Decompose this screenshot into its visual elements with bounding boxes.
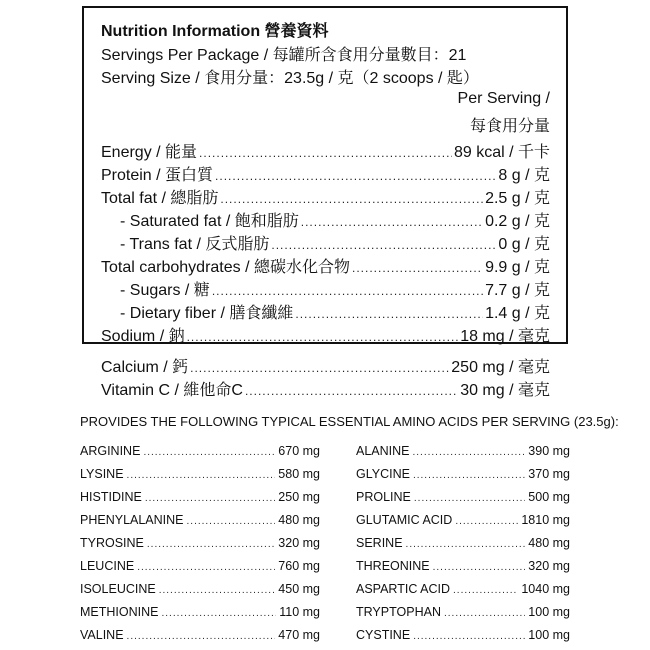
amino-row: [80, 444, 320, 464]
leader-dots: [137, 562, 275, 573]
amino-amount: 480 mg: [278, 513, 320, 527]
amino-row: [356, 582, 570, 602]
nutrient-value: 1.4 g / 克: [485, 305, 550, 322]
amino-name: THREONINE: [356, 559, 430, 573]
leader-dots: [187, 516, 276, 527]
amino-amount: 580 mg: [278, 467, 320, 481]
leader-dots: [301, 215, 483, 229]
leader-dots: [127, 631, 276, 642]
amino-row: [80, 513, 320, 533]
amino-row: [356, 605, 570, 625]
amino-row: [80, 628, 320, 648]
nutrient-value: 18 mg / 毫克: [460, 328, 550, 345]
nutrient-value: 0 g / 克: [498, 236, 550, 253]
amino-name: ISOLEUCINE: [80, 582, 156, 596]
nutrient-row-total-carbohydrates: [101, 254, 550, 276]
nutrient-value: 2.5 g / 克: [485, 190, 550, 207]
leader-dots: [127, 470, 276, 481]
mineral-row-vitamin-c: [101, 377, 550, 399]
amino-row: [356, 536, 570, 556]
amino-row: [80, 536, 320, 556]
amino-amount: 320 mg: [278, 536, 320, 550]
nutrient-label: Energy / 能量: [101, 144, 198, 161]
mineral-value: 30 mg / 毫克: [460, 382, 550, 399]
amino-row: [80, 490, 320, 510]
per-serving-heading-en: Per Serving /: [457, 90, 550, 107]
amino-name: LYSINE: [80, 467, 124, 481]
amino-amount: 500 mg: [528, 490, 570, 504]
nutrient-row-dietary-fiber: [120, 300, 550, 322]
nutrient-row-saturated-fat: [120, 208, 550, 230]
amino-row: [356, 444, 570, 464]
amino-name: GLYCINE: [356, 467, 410, 481]
serving-size: Serving Size / 食用分量：23.5g / 克（2 scoops / 匙）: [101, 70, 479, 87]
leader-dots: [199, 146, 452, 160]
amino-amount: 1810 mg: [521, 513, 570, 527]
leader-dots: [147, 539, 275, 550]
nutrient-label: Protein / 蛋白質: [101, 167, 214, 184]
amino-name: PROLINE: [356, 490, 411, 504]
nutrient-row-total-fat: [101, 185, 550, 207]
leader-dots: [220, 192, 483, 206]
nutrient-value: 9.9 g / 克: [485, 259, 550, 276]
amino-amount: 110 mg: [279, 605, 320, 619]
leader-dots: [161, 608, 276, 619]
leader-dots: [271, 238, 496, 252]
amino-name: HISTIDINE: [80, 490, 142, 504]
servings-per-package: Servings Per Package / 每罐所含食用分量數目：21: [101, 47, 467, 64]
nutrient-label: - Dietary fiber / 膳食纖維: [120, 305, 294, 322]
nutrient-row-trans-fat: [120, 231, 550, 253]
amino-amount: 320 mg: [528, 559, 570, 573]
mineral-value: 250 mg / 毫克: [451, 359, 550, 376]
amino-amount: 450 mg: [278, 582, 320, 596]
amino-name: SERINE: [356, 536, 403, 550]
amino-acids-heading: PROVIDES THE FOLLOWING TYPICAL ESSENTIAL AMINO ACIDS PER SERVING (23.5g):: [80, 414, 619, 429]
leader-dots: [455, 516, 518, 527]
amino-row: [356, 628, 570, 648]
leader-dots: [444, 608, 525, 619]
per-serving-heading-zh: 每食用分量: [469, 118, 550, 135]
nutrient-label: Total fat / 總脂肪: [101, 190, 219, 207]
amino-name: ARGININE: [80, 444, 141, 458]
amino-amount: 370 mg: [528, 467, 570, 481]
amino-name: PHENYLALANINE: [80, 513, 184, 527]
amino-row: [356, 513, 570, 533]
amino-amount: 760 mg: [278, 559, 320, 573]
leader-dots: [143, 447, 275, 458]
amino-amount: 250 mg: [278, 490, 320, 504]
leader-dots: [352, 261, 483, 275]
amino-name: VALINE: [80, 628, 124, 642]
amino-amount: 100 mg: [528, 605, 570, 619]
leader-dots: [453, 585, 518, 596]
amino-name: ASPARTIC ACID: [356, 582, 451, 596]
nutrient-label: - Saturated fat / 飽和脂肪: [120, 213, 299, 230]
leader-dots: [413, 470, 525, 481]
nutrient-value: 0.2 g / 克: [485, 213, 550, 230]
leader-dots: [212, 284, 483, 298]
leader-dots: [413, 447, 526, 458]
amino-amount: 480 mg: [528, 536, 570, 550]
amino-row: [356, 559, 570, 579]
amino-name: CYSTINE: [356, 628, 411, 642]
amino-amount: 390 mg: [528, 444, 570, 458]
nutrient-row-protein: [101, 162, 550, 184]
nutrient-value: 89 kcal / 千卡: [453, 144, 550, 161]
nutrient-label: - Sugars / 糖: [120, 282, 210, 299]
amino-amount: 470 mg: [278, 628, 320, 642]
leader-dots: [245, 384, 458, 398]
amino-name: TRYPTOPHAN: [356, 605, 441, 619]
nutrient-value: 7.7 g / 克: [485, 282, 550, 299]
leader-dots: [433, 562, 526, 573]
panel-title: Nutrition Information 營養資料: [101, 23, 329, 40]
leader-dots: [295, 307, 483, 321]
amino-name: ALANINE: [356, 444, 410, 458]
nutrient-value: 8 g / 克: [498, 167, 550, 184]
amino-row: [80, 605, 320, 625]
leader-dots: [187, 330, 459, 344]
amino-amount: 670 mg: [278, 444, 320, 458]
amino-row: [80, 582, 320, 602]
mineral-label: Vitamin C / 維他命C: [101, 382, 243, 399]
amino-row: [356, 467, 570, 487]
amino-amount: 100 mg: [528, 628, 570, 642]
amino-amount: 1040 mg: [521, 582, 570, 596]
leader-dots: [145, 493, 275, 504]
amino-name: LEUCINE: [80, 559, 135, 573]
mineral-row-calcium: [101, 354, 550, 376]
nutrient-label: Total carbohydrates / 總碳水化合物: [101, 259, 350, 276]
nutrient-label: Sodium / 鈉: [101, 328, 185, 345]
leader-dots: [190, 361, 449, 375]
mineral-label: Calcium / 鈣: [101, 359, 189, 376]
leader-dots: [406, 539, 526, 550]
amino-row: [80, 559, 320, 579]
amino-name: METHIONINE: [80, 605, 159, 619]
leader-dots: [215, 169, 496, 183]
amino-row: [356, 490, 570, 510]
amino-name: GLUTAMIC ACID: [356, 513, 453, 527]
nutrient-row-sugars: [120, 277, 550, 299]
amino-row: [80, 467, 320, 487]
amino-name: TYROSINE: [80, 536, 144, 550]
nutrient-label: - Trans fat / 反式脂肪: [120, 236, 270, 253]
nutrient-row-sodium: [101, 323, 550, 345]
leader-dots: [413, 631, 525, 642]
leader-dots: [159, 585, 276, 596]
nutrient-row-energy: [101, 139, 550, 161]
leader-dots: [414, 493, 525, 504]
